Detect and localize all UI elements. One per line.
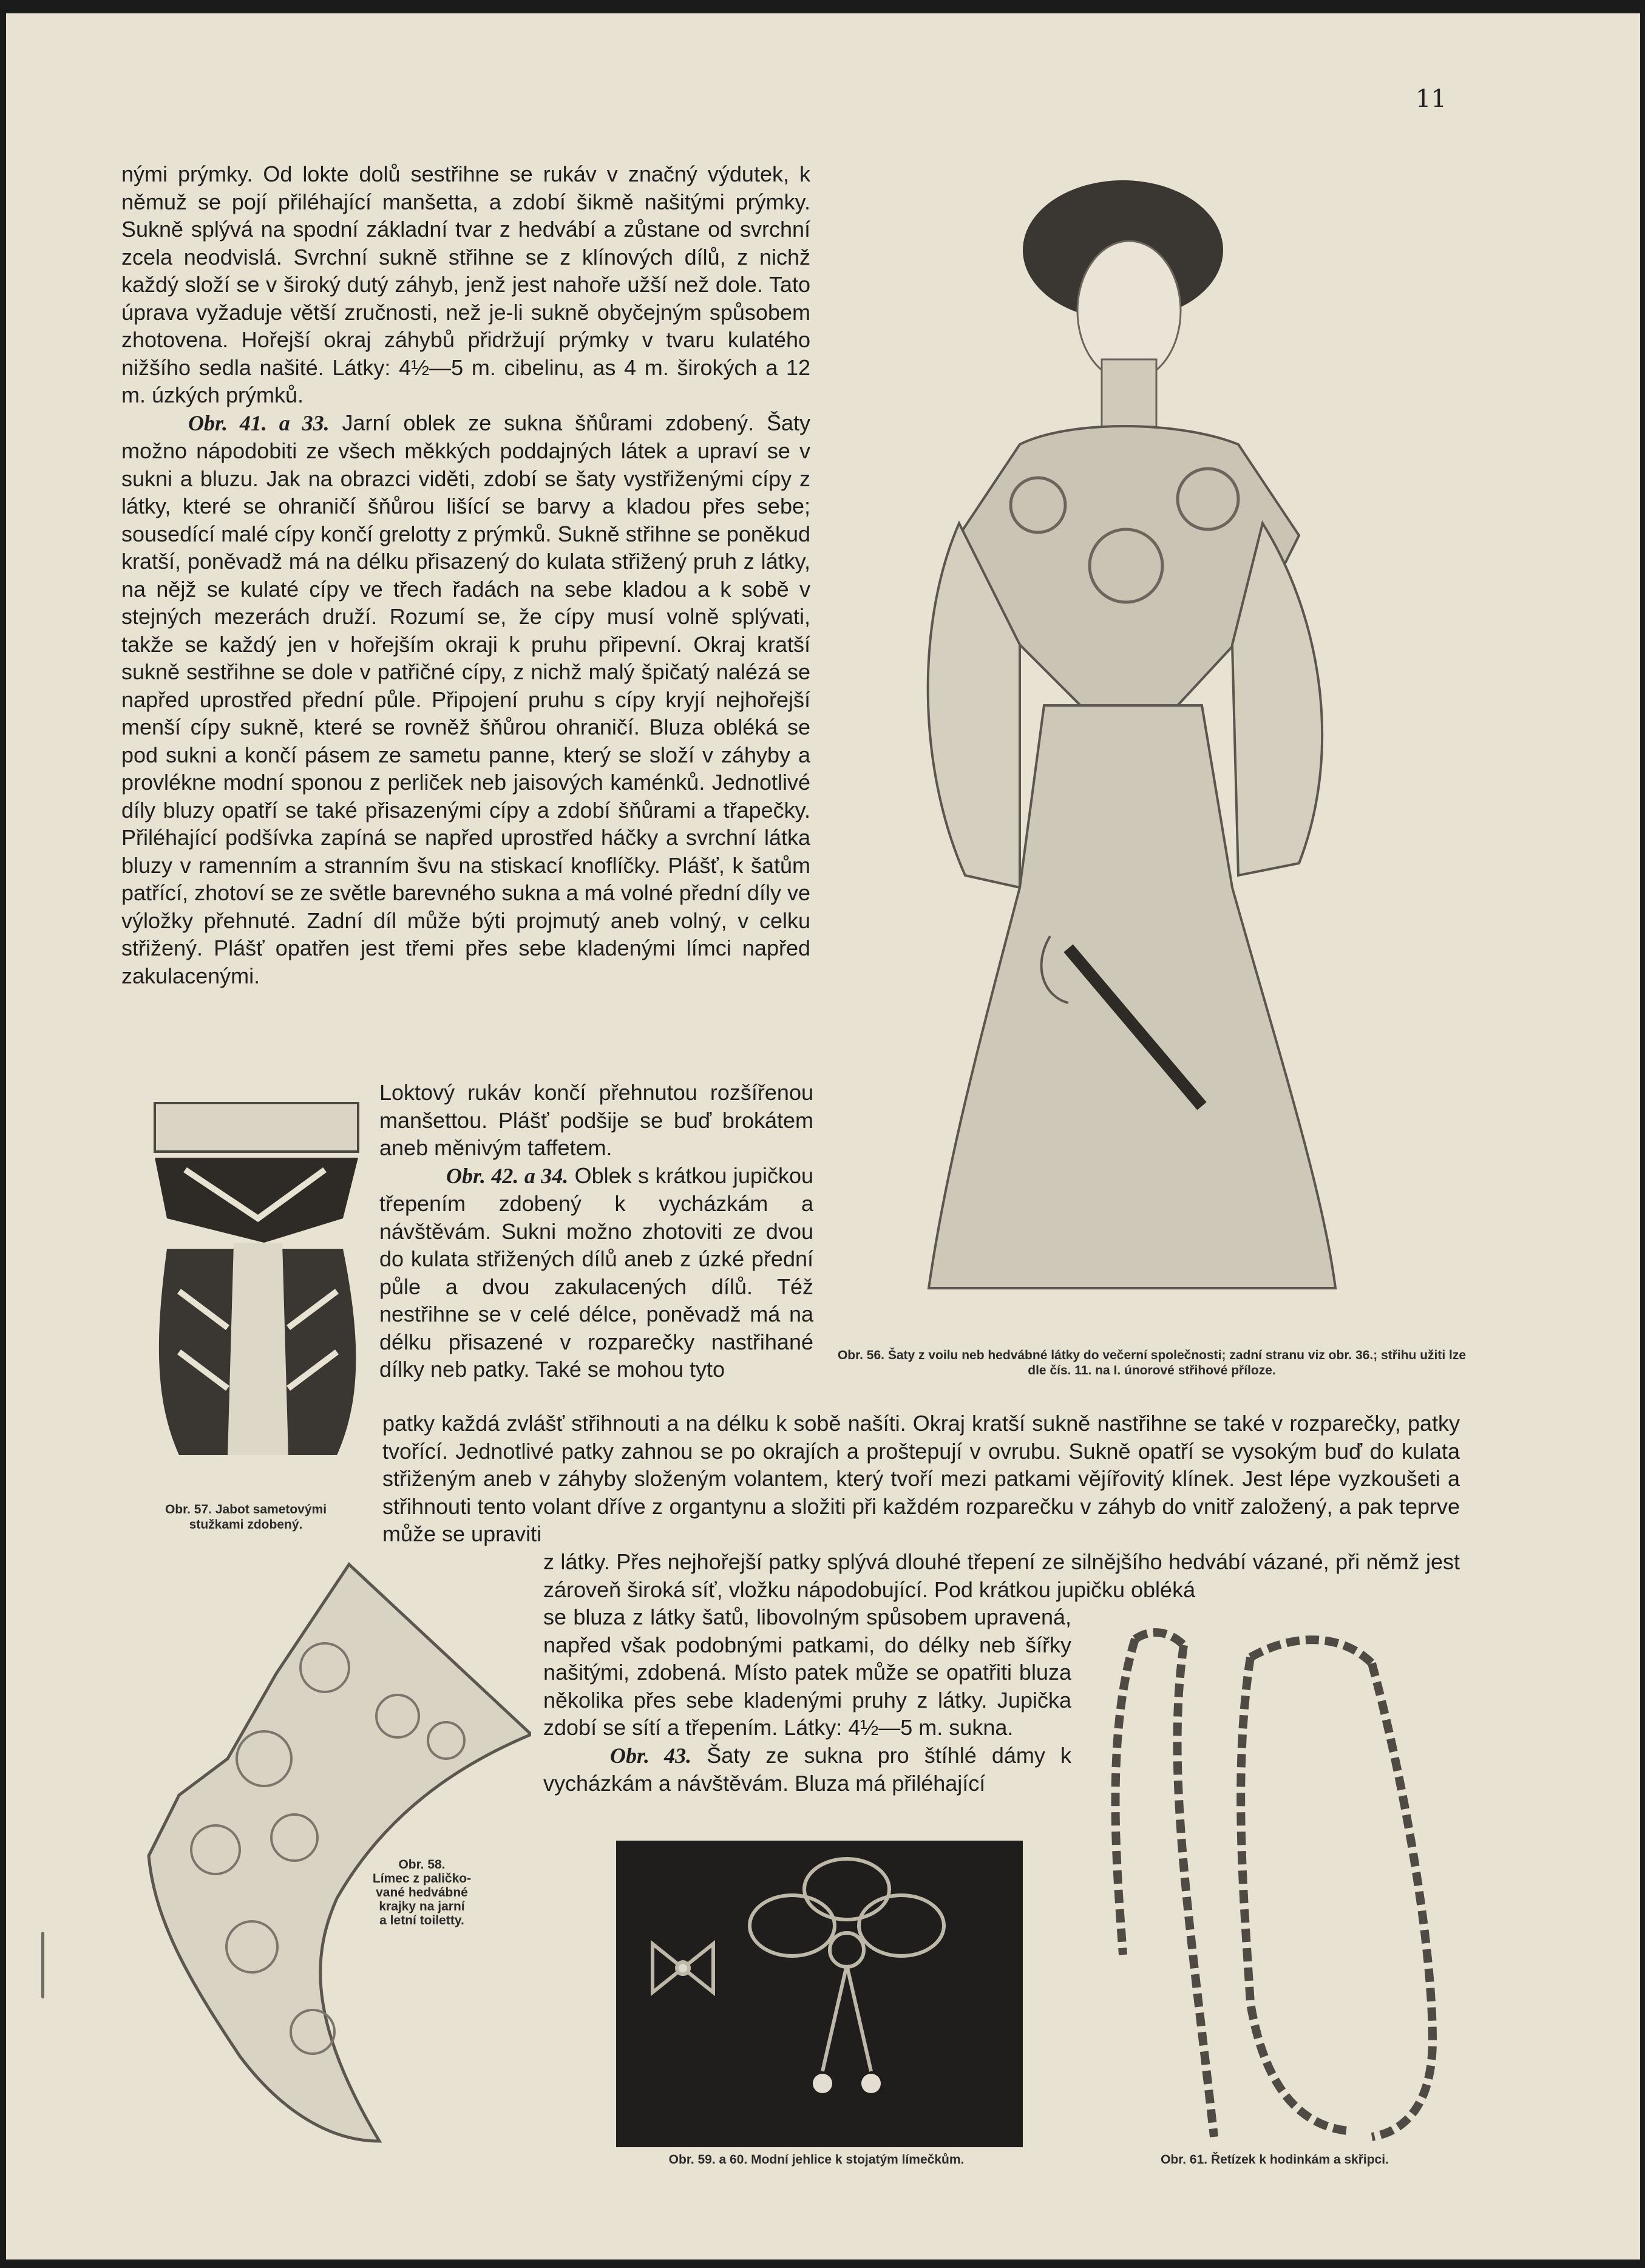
caption-line: Obr. 57. Jabot sametovými (164, 1502, 327, 1516)
paragraph-text: Šaty ze sukna pro štíhlé dámy k vycházkám a návštěvám. Bluza má přiléhající (543, 1742, 1071, 1796)
paragraph-block3: Loktový rukáv končí přehnutou rozšířenou manšettou. Plášť podšije se buď brokátem aneb měnivým taffetem. (379, 1080, 813, 1160)
caption-line: stužkami zdobený. (189, 1518, 303, 1532)
paragraph-text: Jarní oblek ze sukna šňůrami zdobený. Šaty možno nápodobiti ze všech měkkých poddajných látek a upraví se v sukni a bluzu. Jak na obrazci viděti, zdobí se šaty vystřiženými cípy z látky, které se ohraničí šňůrou lišící se barvy a kladou přes sebe; sousedící malé cípy končí grelotty z prýmků. Sukně střihne se poněkud kratší, poněvadž má na délku přisazený do kulata střižený pruh z látky, na nějž se kulaté cípy ve třech řadách na sebe kladou a k sobě v stejných mezerách druží. Rozumí se, že cípy musí volně splývati, takže se každý jen v hořejším okraji k pruhu připevní. Okraj kratší sukně sestřihne se dole v patřičné cípy, z nichž malý špičatý nalézá se napřed uprostřed přední půle. Připojení pruhu s cípy kryjí nejhořejší menší cípy sukně, které se rovněž šňůrou ohraničí. Bluza obléká se pod sukni a končí pásem ze sametu panne, který se složí v záhyby a provlékne modní sponou z perliček neb jaisových kaménků. Jednotlivé díly bluzy opatří se také přisazenými cípy a zdobí šňůrami a třapečky. Přiléhající podšívka zapíná se napřed uprostřed háčky a svrchní látka bluzy v ramenním a stranním švu na stiskací knoflíčky. Plášť, k šatům patřící, zhotoví se ze světle barevného sukna a má volné přední díly ve výložky přehnuté. Zadní díl může býti projmutý aneb volný, v celku střižený. Plášť opatřen jest třemi přes sebe kladenými límci napřed zakulacenými. (121, 410, 810, 988)
figure-59-60-brooches-illustration (616, 1841, 1023, 2147)
caption-line: a letní toiletty. (379, 1913, 464, 1927)
caption-figure-56: Obr. 56. Šaty z voilu neb hedvábné látky do večerní společnosti; zadní stranu viz obr. 36.; střihu užiti lze dle čís. 11. na I. únorové střihové příloze. (837, 1348, 1467, 1377)
paragraph-block2 (121, 409, 810, 990)
text-column-narrow (379, 1079, 813, 1384)
caption-figure-57 (127, 1502, 364, 1532)
paragraph-block7: se bluza z látky šatů, libovolným spůsobem upravená, napřed však podobnými patkami, do délky neb šířky našitými, zdobená. Místo patek může se opatřiti bluza několika přes sebe kladenými pruhy z látky. Jupička zdobí se sítí a třepením. Látky: 4½—5 m. sukna. (543, 1604, 1071, 1740)
caption-figure-61: Obr. 61. Řetízek k hodinkám a skřipci. (1161, 2153, 1389, 2167)
caption-figure-59-60: Obr. 59. a 60. Modní jehlice k stojatým límečkům. (668, 2153, 965, 2167)
gown-engraving (838, 159, 1384, 1300)
paragraph-text: Oblek s krátkou jupičkou třepením zdobený k vycházkám a návštěvám. Sukni možno zhotoviti ze dvou do kulata střižených dílů aneb z úzké přední půle a dvou zakulacených dílů. Též nestřihne se v celé délce, poněvadž má na délku přisazené v rozparečky nastřihané dílky neb patky. Také se mohou tyto (379, 1163, 813, 1382)
paragraph-block6: z látky. Přes nejhořejší patky splývá dlouhé třepení ze silnějšího hedvábí vázané, při němž jest zároveň široká síť, vložku nápodobující. Pod krátkou jupičku obléká (543, 1549, 1460, 1602)
paragraph-block8 (543, 1742, 1071, 1798)
text-column-wide (382, 1410, 1460, 1548)
caption-line: Límec z paličko- (372, 1872, 472, 1886)
chain-engraving (1093, 1615, 1463, 2149)
text-column-main (121, 160, 810, 990)
text-column-wide-2 (543, 1548, 1460, 1603)
margin-mark (41, 1932, 44, 1998)
jabot-engraving (143, 1097, 370, 1479)
figure-56-gown-illustration (838, 159, 1384, 1300)
figure-57-jabot-illustration (143, 1097, 370, 1479)
page-number: 11 (1416, 85, 1447, 113)
figure-61-chain-illustration (1093, 1615, 1463, 2149)
caption-line: krajky na jarní (379, 1900, 465, 1913)
brooches-photo (616, 1841, 1023, 2147)
text-column-lower (543, 1603, 1071, 1798)
caption-line: vané hedvábné (376, 1886, 468, 1900)
figure-reference: Obr. 42. a 34. (446, 1163, 569, 1188)
paragraph-block1: nými prýmky. Od lokte dolů sestřihne se rukáv v značný výdutek, k němuž se pojí přiléhající manšetta, a zdobí šikmě našitými prýmky. Sukně splývá na spodní základní tvar z hedvábí a zůstane od svrchní zcela neodvislá. Svrchní sukně střihne se z klínových dílů, z nichž každý složí se v široký dutý záhyb, jenž jest nahoře užší než dole. Tato úprava vyžaduje větší zručnosti, než je-li sukně obyčejným spůsobem zhotovena. Hořejší okraj záhybů přidržují prýmky v tvaru kulatého nižšího sedla našité. Látky: 4½—5 m. cibelinu, as 4 m. širokých a 12 m. úzkých prýmků. (121, 161, 810, 407)
page (6, 13, 1640, 2260)
paragraph-block4 (379, 1162, 813, 1384)
caption-figure-58 (346, 1858, 498, 1927)
figure-reference: Obr. 41. a 33. (188, 410, 330, 435)
paragraph-block5: patky každá zvlášť střihnouti a na délku k sobě našíti. Okraj kratší sukně nastřihne se také v rozparečky, patky tvořící. Jednotlivé patky zahnou se po okrajích a proštepují v ovrubu. Sukně opatří se vysokým buď do kulata střiženým aneb v záhyby složeným volantem, který tvoří mezi patkami vějířovitý klínek. Jest lépe vyzkoušeti a střihnouti tento volant dříve z organtynu a složiti při každém rozparečku v záhyb do vnitř založený, a pak teprve může se upraviti (382, 1411, 1460, 1546)
caption-line: Obr. 58. (398, 1858, 446, 1872)
figure-58-lace-collar-illustration (143, 1558, 531, 2147)
lace-collar-engraving (143, 1558, 531, 2147)
figure-reference: Obr. 43. (610, 1743, 692, 1768)
